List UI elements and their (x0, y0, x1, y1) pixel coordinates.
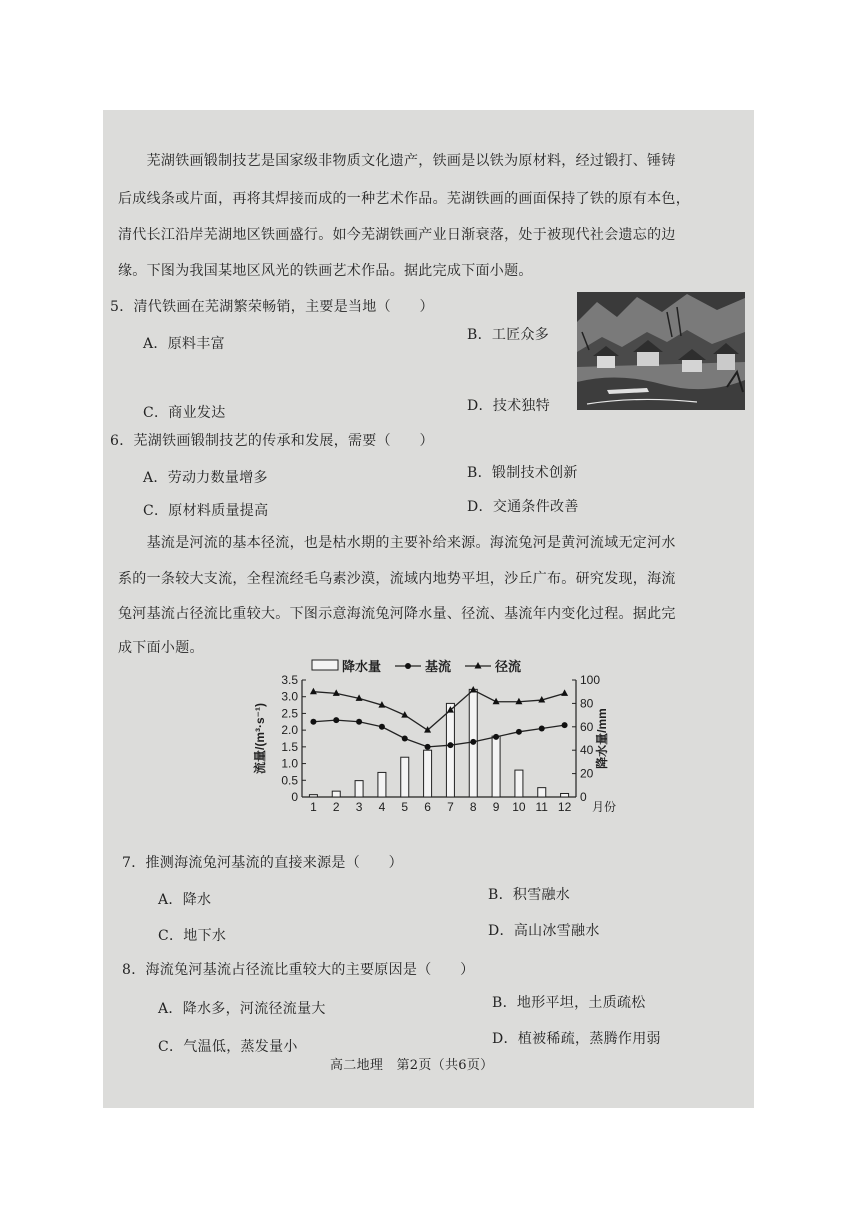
baseflow-point (516, 729, 522, 735)
q5-option-b: B．工匠众多 (467, 327, 550, 343)
left-axis-title: 流量/(m³·s⁻¹) (253, 703, 267, 774)
x-tick-label: 5 (401, 800, 409, 813)
precipitation-bar (378, 772, 386, 797)
left-tick-label: 0 (291, 790, 298, 804)
question-7-stem: 7．推测海流兔河基流的直接来源是（ ） (122, 855, 403, 871)
q8-option-c: C．气温低，蒸发量小 (158, 1039, 298, 1055)
baseflow-point (379, 724, 385, 730)
right-tick-label: 40 (580, 743, 594, 758)
x-tick-label: 1 (310, 800, 317, 813)
baseflow-line (313, 720, 564, 747)
q5-option-d: D．技术独特 (467, 398, 551, 414)
question-6-stem: 6．芜湖铁画锻制技艺的传承和发展，需要（ ） (110, 433, 434, 449)
chart-legend (312, 659, 521, 674)
q5-option-c: C．商业发达 (143, 405, 226, 421)
x-tick-label: 2 (332, 800, 340, 813)
q6-option-d: D．交通条件改善 (467, 499, 579, 515)
q7-option-d: D．高山冰雪融水 (488, 923, 600, 939)
right-tick-label: 0 (580, 790, 587, 804)
x-tick-label: 6 (424, 800, 431, 813)
left-tick-label: 2.0 (281, 723, 298, 738)
baseflow-point (356, 719, 362, 725)
question-5-stem: 5．清代铁画在芜湖繁荣畅销，主要是当地（ ） (110, 299, 434, 315)
x-tick-label: 7 (447, 800, 454, 813)
page-footer: 高二地理 第2页（共6页） (330, 1058, 494, 1073)
x-tick-label: 11 (535, 800, 548, 813)
precipitation-bar (332, 791, 340, 797)
precipitation-bar (355, 781, 363, 797)
x-tick-label: 10 (512, 800, 526, 813)
passage2-line: 成下面小题。 (118, 640, 204, 656)
passage1-line: 清代长江沿岸芜湖地区铁画盛行。如今芜湖铁画产业日渐衰落，处于被现代社会遗忘的边 (118, 227, 676, 243)
right-tick-label: 80 (580, 696, 594, 711)
legend-swatch-precipitation (312, 660, 338, 670)
q8-option-a: A．降水多，河流径流量大 (158, 1001, 326, 1017)
runoff-point (424, 726, 431, 733)
right-tick-label: 100 (580, 673, 601, 687)
baseflow-point (470, 739, 476, 745)
runoff-point (561, 689, 568, 696)
x-axis-suffix: 月份 (592, 800, 617, 813)
precipitation-bar (309, 795, 317, 797)
question-8-stem: 8．海流兔河基流占径流比重较大的主要原因是（ ） (122, 962, 475, 978)
right-axis-title: 降水量/mm (595, 708, 609, 769)
q7-option-a: A．降水 (158, 892, 212, 908)
left-tick-label: 3.5 (281, 673, 298, 687)
baseflow-point (539, 725, 545, 731)
right-tick-label: 60 (580, 719, 594, 734)
q8-option-b: B．地形平坦，土质疏松 (492, 995, 646, 1011)
precipitation-bar (515, 770, 523, 797)
q7-option-c: C．地下水 (158, 928, 227, 944)
precipitation-bar (424, 750, 432, 797)
precipitation-bar (446, 703, 454, 797)
baseflow-point (333, 717, 339, 723)
baseflow-point (493, 734, 499, 740)
precipitation-bar (561, 793, 569, 797)
left-tick-label: 2.5 (281, 706, 298, 721)
baseflow-point (447, 742, 453, 748)
passage1-line: 缘。下图为我国某地区风光的铁画艺术作品。据此完成下面小题。 (118, 263, 533, 279)
q5-option-a: A．原料丰富 (143, 336, 225, 352)
iron-painting-image (577, 292, 745, 410)
passage2-line: 兔河基流占径流比重较大。下图示意海流兔河降水量、径流、基流年内变化过程。据此完 (118, 606, 676, 622)
precipitation-bar (492, 736, 500, 797)
legend-marker-baseflow (405, 663, 411, 669)
q8-option-d: D．植被稀疏，蒸腾作用弱 (492, 1031, 661, 1047)
left-tick-label: 1.0 (281, 756, 298, 771)
legend-marker-runoff (475, 662, 482, 669)
baseflow-point (425, 744, 431, 750)
q7-option-b: B．积雪融水 (488, 887, 571, 903)
x-tick-label: 3 (355, 800, 363, 813)
passage1-line: 后成线条或片面，再将其焊接而成的一种艺术作品。芜湖铁画的画面保持了铁的原有本色， (118, 191, 690, 207)
baseflow-point (310, 719, 316, 725)
legend-label: 降水量 (342, 659, 382, 674)
q6-option-a: A．劳动力数量增多 (143, 470, 268, 486)
q6-option-c: C．原材料质量提高 (143, 503, 269, 519)
flow-lines (310, 686, 568, 750)
x-tick-label: 8 (469, 800, 477, 813)
precipitation-bars (309, 689, 568, 797)
left-tick-label: 3.0 (281, 689, 298, 704)
precipitation-bar (401, 757, 409, 797)
runoff-line (313, 690, 564, 730)
x-tick-label: 12 (557, 800, 572, 813)
flow-precipitation-chart (248, 655, 638, 813)
left-tick-label: 1.5 (281, 739, 298, 754)
passage2-line: 系的一条较大支流，全程流经毛乌素沙漠，流域内地势平坦，沙丘广布。研究发现，海流 (118, 571, 676, 587)
baseflow-point (562, 722, 568, 728)
right-tick-label: 20 (580, 766, 594, 781)
legend-label: 径流 (495, 659, 522, 674)
x-tick-label: 4 (378, 800, 386, 813)
x-tick-label: 9 (492, 800, 500, 813)
precipitation-bar (538, 788, 546, 797)
q6-option-b: B．锻制技术创新 (467, 465, 578, 481)
passage1-line: 芜湖铁画锻制技艺是国家级非物质文化遗产，铁画是以铁为原材料，经过锻打、锤铸 (146, 153, 676, 169)
runoff-point (310, 688, 317, 695)
baseflow-point (402, 736, 408, 742)
passage2-line: 基流是河流的基本径流，也是枯水期的主要补给来源。海流兔河是黄河流域无定河水 (146, 535, 676, 551)
left-tick-label: 0.5 (281, 773, 298, 788)
legend-label: 基流 (425, 659, 452, 674)
